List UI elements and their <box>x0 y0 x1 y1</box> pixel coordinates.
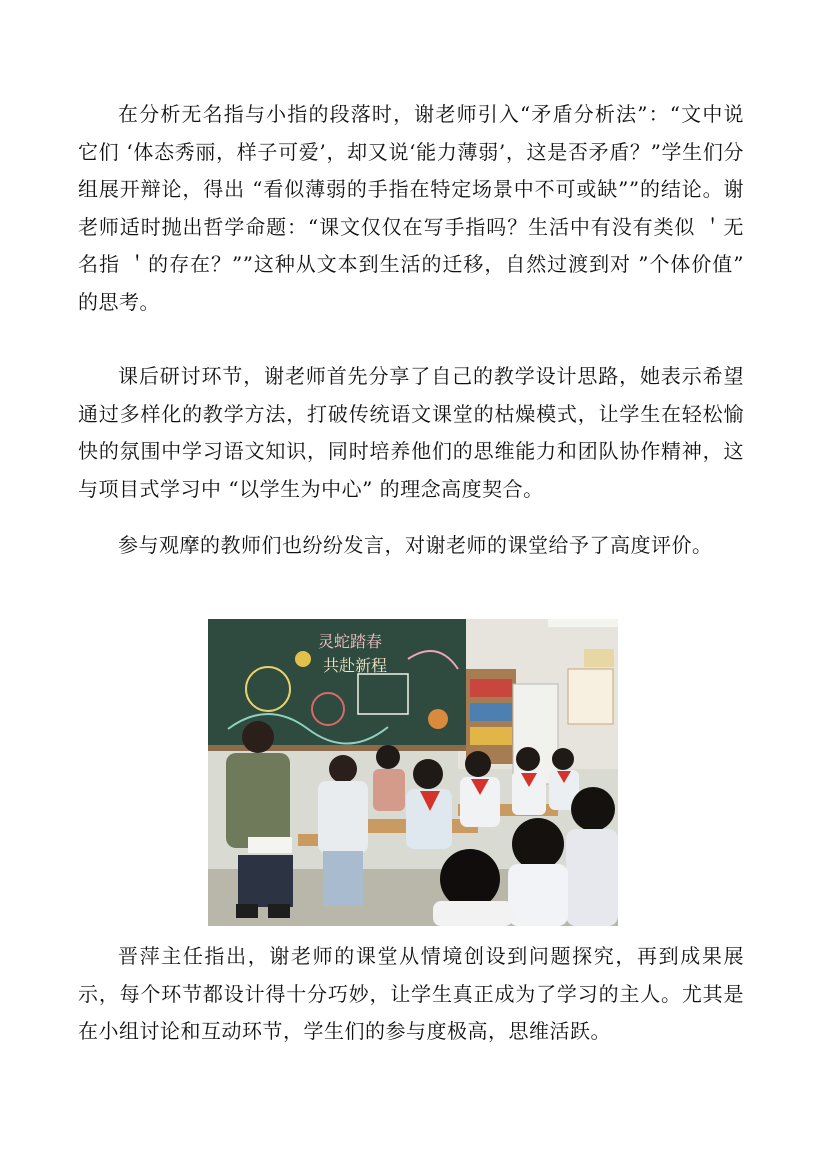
paragraph-analysis: 在分析无名指与小指的段落时，谢老师引入“矛盾分析法”：“文中说它们 ‘体态秀丽，样子可爱’，却又说‘能力薄弱’，这是否矛盾？”学生们分组展开辩论，得出 “看似薄弱的手指在特定场景中不可或缺””的结论。谢老师适时抛出哲学命题：“课文仅仅在写手指吗？生活中有没有类似 ＇无名指 ＇的存在？””这种从文本到生活的迁移，自然过渡到对 ”个体价值” 的思考。 <box>78 102 744 314</box>
blackboard-title-1: 灵蛇踏春 <box>318 632 383 651</box>
classroom-photo-illustration <box>208 619 618 926</box>
blackboard-title-2: 共赴新程 <box>323 656 388 675</box>
paragraph-seminar: 课后研讨环节，谢老师首先分享了自己的教学设计思路，她表示希望通过多样化的教学方法，打破传统语文课堂的枯燥模式，让学生在轻松愉快的氛围中学习语文知识，同时培养他们的思维能力和团队协作精神，这与项目式学习中 “以学生为中心” 的理念高度契合。 <box>78 364 744 501</box>
teacher-figure <box>226 753 290 848</box>
classroom-photo <box>208 619 618 926</box>
paragraph-observers: 参与观摩的教师们也纷纷发言，对谢老师的课堂给予了高度评价。 <box>118 533 713 557</box>
paragraph-director-comment: 晋萍主任指出，谢老师的课堂从情境创设到问题探究，再到成果展示，每个环节都设计得十分巧妙，让学生真正成为了学习的主人。尤其是在小组讨论和互动环节，学生们的参与度极高，思维活跃。 <box>78 944 744 1043</box>
